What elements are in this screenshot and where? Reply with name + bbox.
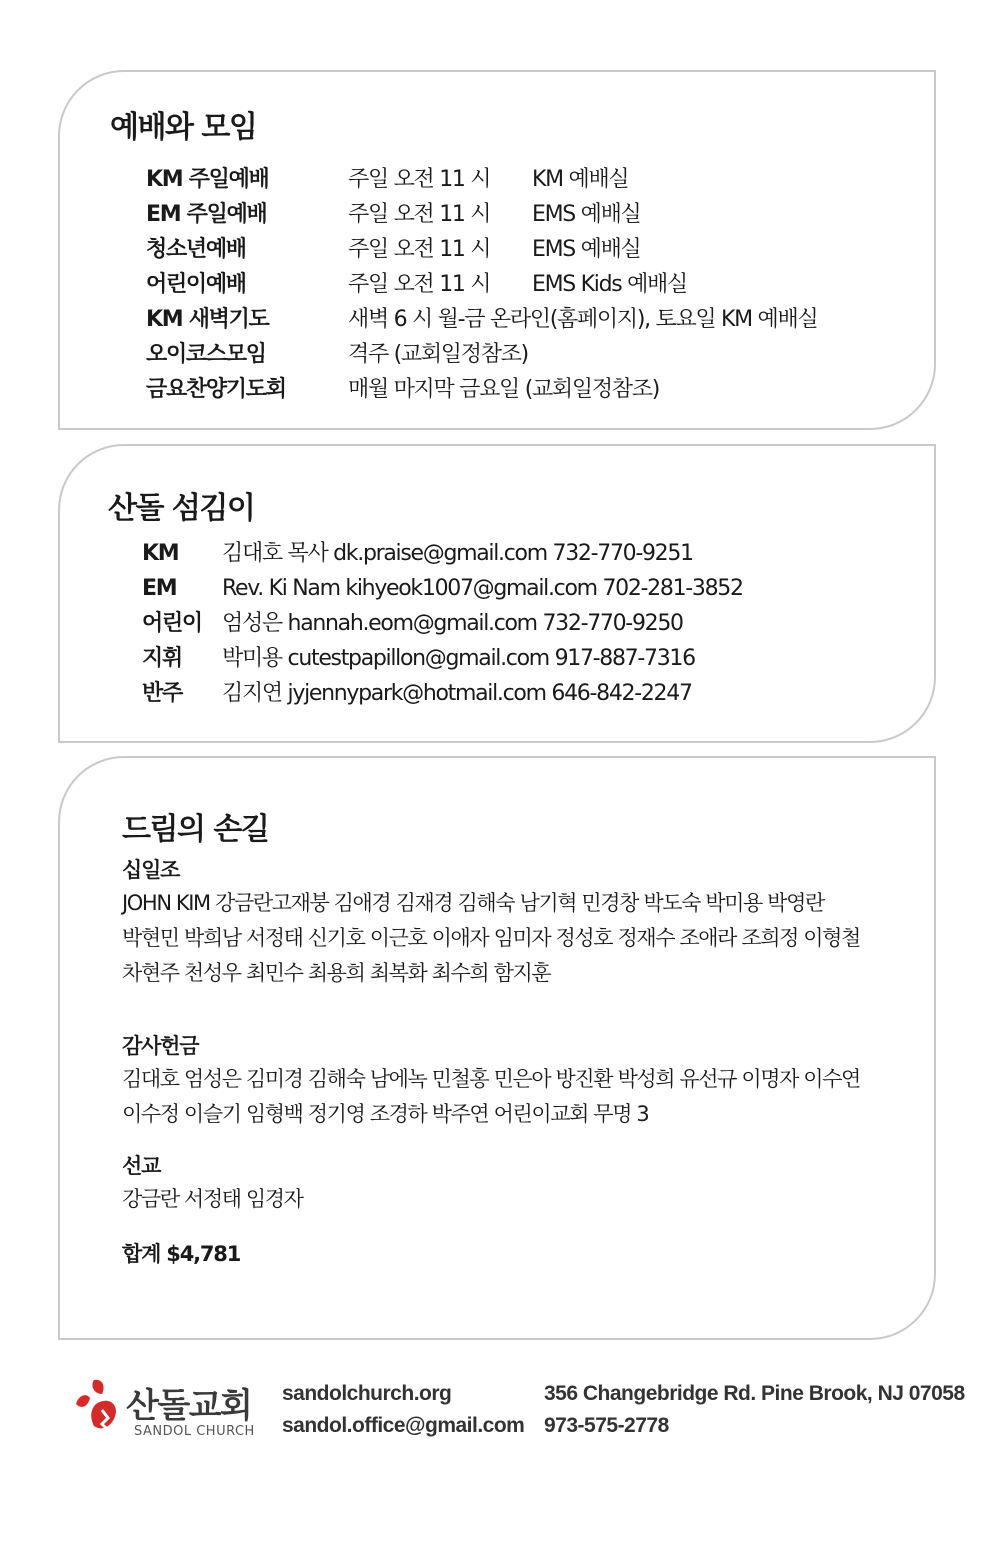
worship-place: EMS Kids 예배실	[532, 272, 687, 297]
worship-place: KM 예배실	[532, 167, 629, 192]
servant-info: 김지연 jyjennypark@hotmail.com 646-842-2247	[222, 681, 692, 706]
worship-name: KM 새벽기도	[146, 307, 269, 332]
servant-info: 엄성은 hannah.eom@gmail.com 732-770-9250	[222, 611, 683, 636]
worship-time: 주일 오전 11 시	[348, 202, 491, 227]
logo-english-name: SANDOL CHURCH	[134, 1424, 255, 1439]
worship-card	[58, 70, 936, 430]
worship-place: EMS 예배실	[532, 202, 641, 227]
phone-text: 973-575-2778	[544, 1414, 669, 1437]
name-line: 이수정 이슬기 임형백 정기영 조경하 박주연 어린이교회 무명 3	[122, 1102, 649, 1126]
worship-name: 오이코스모임	[146, 342, 266, 367]
thanks-names	[122, 1062, 912, 1132]
logo-petal-top	[92, 1380, 103, 1394]
thanks-label: 감사헌금	[122, 1034, 199, 1058]
servant-role: 반주	[142, 681, 182, 706]
worship-name: KM 주일예배	[146, 167, 269, 192]
worship-title: 예배와 모임	[110, 110, 257, 145]
name-line: 강금란 서정태 임경자	[122, 1187, 303, 1211]
servant-info: 박미용 cutestpapillon@gmail.com 917-887-7316	[222, 646, 695, 671]
logo-korean-name: 산돌교회	[126, 1386, 252, 1426]
website-link[interactable]: sandolchurch.org	[282, 1382, 452, 1405]
logo-petal-left	[76, 1395, 90, 1407]
church-logo-mark	[74, 1378, 122, 1438]
name-line: JOHN KIM 강금란고재붕 김애경 김재경 김해숙 남기혁 민경창 박도숙 박미용 박영란	[122, 891, 824, 915]
mission-label: 선교	[122, 1154, 161, 1178]
mission-names	[122, 1182, 912, 1217]
worship-name: 어린이예배	[146, 272, 246, 297]
name-line: 김대호 엄성은 김미경 김해숙 남에녹 민철홍 민은아 방진환 박성희 유선규 이명자 이수연	[122, 1067, 860, 1091]
email-link[interactable]: sandol.office@gmail.com	[282, 1414, 525, 1437]
offering-title: 드림의 손길	[122, 812, 269, 847]
servant-info: Rev. Ki Nam kihyeok1007@gmail.com 702-281-3852	[222, 576, 743, 601]
worship-name: 금요찬양기도회	[146, 377, 286, 402]
servant-info: 김대호 목사 dk.praise@gmail.com 732-770-9251	[222, 541, 693, 566]
worship-time: 주일 오전 11 시	[348, 167, 491, 192]
servant-role: 지휘	[142, 646, 182, 671]
worship-name: EM 주일예배	[146, 202, 267, 227]
church-logo	[74, 1378, 264, 1448]
servant-role: EM	[142, 576, 177, 601]
name-line: 차현주 천성우 최민수 최용희 최복화 최수희 함지훈	[122, 961, 551, 985]
address-text: 356 Changebridge Rd. Pine Brook, NJ 07058	[544, 1382, 965, 1405]
servants-title: 산돌 섬김이	[108, 491, 255, 526]
worship-time: 매월 마지막 금요일 (교회일정참조)	[348, 377, 659, 402]
servants-card	[58, 444, 936, 743]
tithe-label: 십일조	[122, 858, 180, 882]
worship-time: 주일 오전 11 시	[348, 237, 491, 262]
worship-time: 격주 (교회일정참조)	[348, 342, 528, 367]
worship-place: EMS 예배실	[532, 237, 641, 262]
name-line: 박현민 박희남 서정태 신기호 이근호 이애자 임미자 정성호 정재수 조애라 조희정 이형철	[122, 926, 860, 950]
tithe-names	[122, 886, 912, 991]
servant-role: 어린이	[142, 611, 202, 636]
worship-time: 주일 오전 11 시	[348, 272, 491, 297]
offering-total: 합계 $4,781	[122, 1242, 241, 1266]
servant-role: KM	[142, 541, 179, 566]
worship-name: 청소년예배	[146, 237, 246, 262]
offering-card	[58, 756, 936, 1340]
worship-time: 새벽 6 시 월-금 온라인(홈페이지), 토요일 KM 예배실	[348, 307, 818, 332]
